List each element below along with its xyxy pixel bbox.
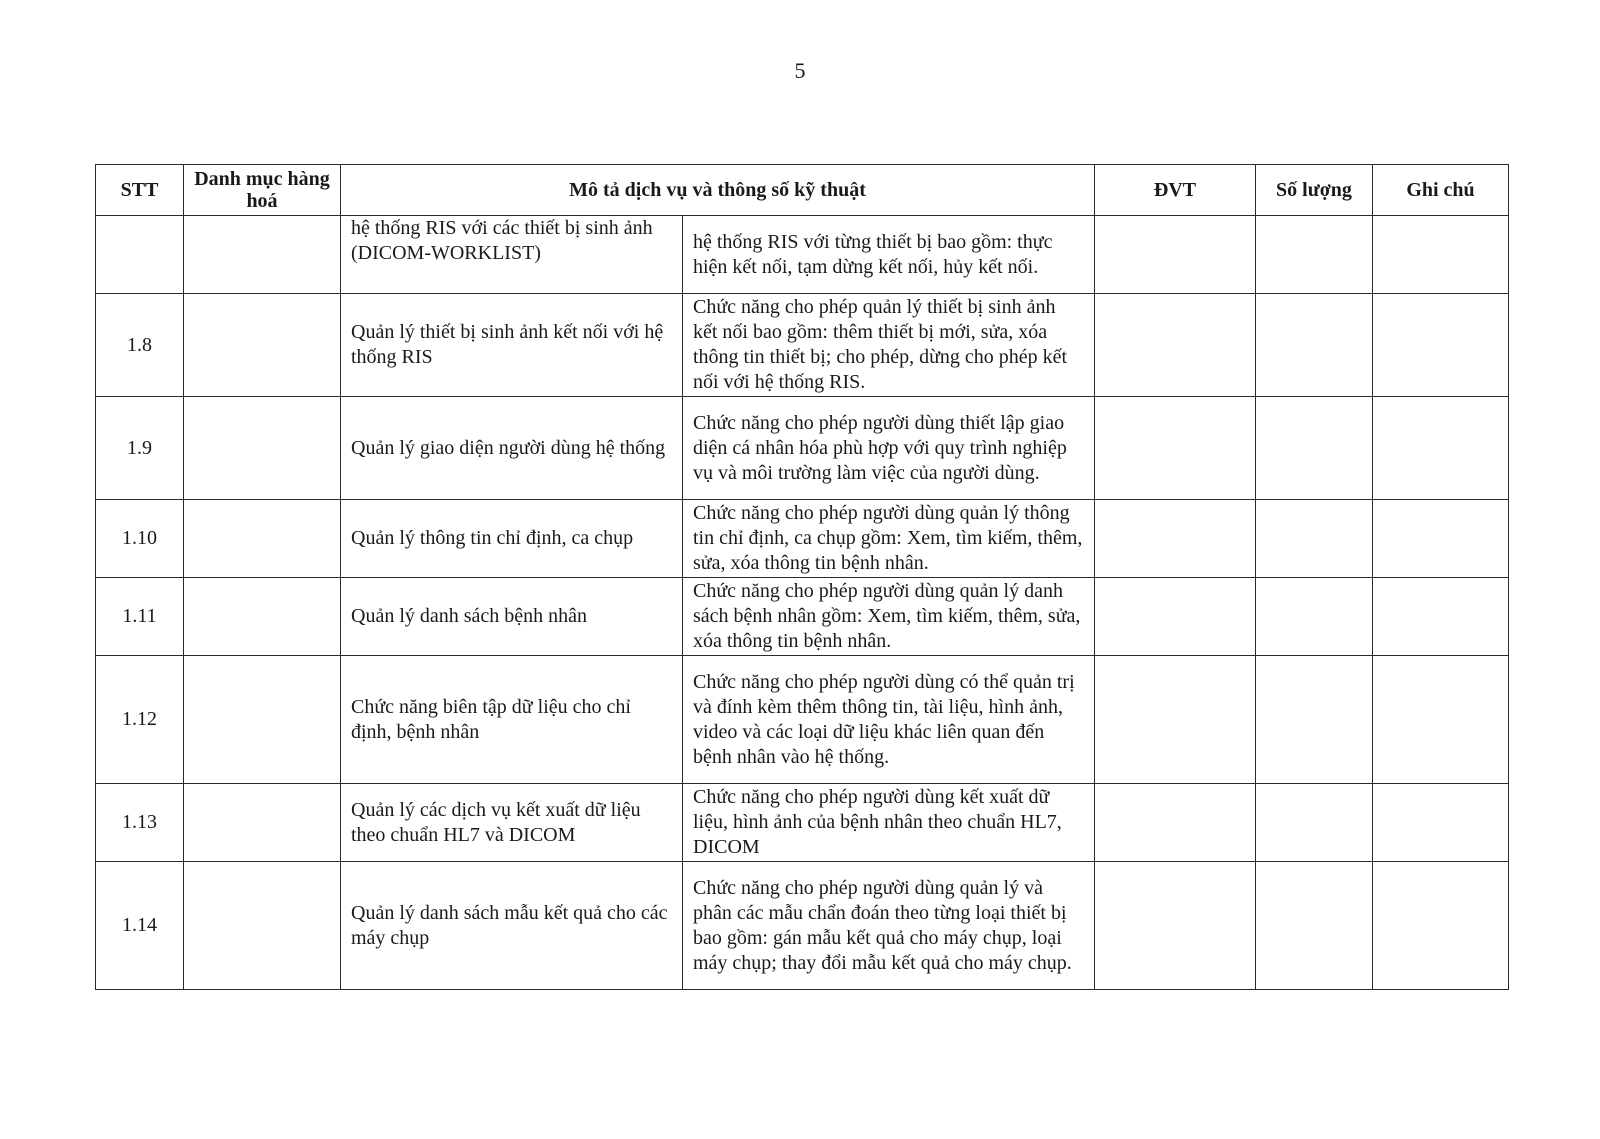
table-row (96, 578, 1509, 656)
row-stt: 1.8 (96, 294, 184, 397)
row-spec: Chức năng cho phép người dùng kết xuất dữ liệu, hình ảnh của bệnh nhân theo chuẩn HL7, DICOM (683, 784, 1095, 862)
header-note: Ghi chú (1373, 165, 1509, 216)
row-unit (1095, 862, 1256, 990)
row-quantity (1256, 578, 1373, 656)
row-spec: hệ thống RIS với từng thiết bị bao gồm: thực hiện kết nối, tạm dừng kết nối, hủy kết nối. (683, 216, 1095, 294)
row-note (1373, 397, 1509, 500)
row-name: Quản lý thông tin chỉ định, ca chụp (341, 500, 683, 578)
row-quantity (1256, 656, 1373, 784)
row-quantity (1256, 294, 1373, 397)
row-stt: 1.14 (96, 862, 184, 990)
table-row (96, 216, 1509, 294)
table-row (96, 862, 1509, 990)
row-stt: 1.9 (96, 397, 184, 500)
row-spec: Chức năng cho phép người dùng quản lý thông tin chỉ định, ca chụp gồm: Xem, tìm kiếm, thêm, sửa, xóa thông tin bệnh nhân. (683, 500, 1095, 578)
row-spec: Chức năng cho phép người dùng quản lý và phân các mẫu chẩn đoán theo từng loại thiết bị bao gồm: gán mẫu kết quả cho máy chụp, loại máy chụp; thay đổi mẫu kết quả cho máy chụp. (683, 862, 1095, 990)
row-unit (1095, 294, 1256, 397)
row-name: hệ thống RIS với các thiết bị sinh ảnh (DICOM-WORKLIST) (341, 216, 683, 294)
row-stt: 1.12 (96, 656, 184, 784)
row-stt: 1.11 (96, 578, 184, 656)
row-spec: Chức năng cho phép người dùng có thể quản trị và đính kèm thêm thông tin, tài liệu, hình ảnh, video và các loại dữ liệu khác liên quan đến bệnh nhân vào hệ thống. (683, 656, 1095, 784)
row-category (184, 397, 341, 500)
row-name: Quản lý danh sách mẫu kết quả cho các máy chụp (341, 862, 683, 990)
row-category (184, 500, 341, 578)
row-quantity (1256, 500, 1373, 578)
row-category (184, 862, 341, 990)
specification-table (95, 164, 1509, 990)
row-unit (1095, 216, 1256, 294)
row-quantity (1256, 216, 1373, 294)
row-name: Quản lý danh sách bệnh nhân (341, 578, 683, 656)
table-header-row (96, 165, 1509, 216)
row-note (1373, 216, 1509, 294)
row-note (1373, 578, 1509, 656)
row-spec: Chức năng cho phép người dùng quản lý danh sách bệnh nhân gồm: Xem, tìm kiếm, thêm, sửa, xóa thông tin bệnh nhân. (683, 578, 1095, 656)
table-row (96, 656, 1509, 784)
row-quantity (1256, 397, 1373, 500)
header-description: Mô tả dịch vụ và thông số kỹ thuật (341, 165, 1095, 216)
table-row (96, 500, 1509, 578)
row-name: Quản lý giao diện người dùng hệ thống (341, 397, 683, 500)
row-name: Quản lý các dịch vụ kết xuất dữ liệu theo chuẩn HL7 và DICOM (341, 784, 683, 862)
row-note (1373, 784, 1509, 862)
row-category (184, 294, 341, 397)
row-category (184, 784, 341, 862)
header-unit: ĐVT (1095, 165, 1256, 216)
row-name: Chức năng biên tập dữ liệu cho chỉ định, bệnh nhân (341, 656, 683, 784)
row-name: Quản lý thiết bị sinh ảnh kết nối với hệ thống RIS (341, 294, 683, 397)
row-spec: Chức năng cho phép quản lý thiết bị sinh ảnh kết nối bao gồm: thêm thiết bị mới, sửa, xóa thông tin thiết bị; cho phép, dừng cho phép kết nối với hệ thống RIS. (683, 294, 1095, 397)
row-note (1373, 656, 1509, 784)
header-stt: STT (96, 165, 184, 216)
row-quantity (1256, 862, 1373, 990)
row-unit (1095, 784, 1256, 862)
row-quantity (1256, 784, 1373, 862)
row-category (184, 656, 341, 784)
table-row (96, 397, 1509, 500)
page-number: 5 (794, 58, 806, 83)
row-note (1373, 294, 1509, 397)
row-unit (1095, 397, 1256, 500)
row-unit (1095, 578, 1256, 656)
row-stt (96, 216, 184, 294)
header-quantity: Số lượng (1256, 165, 1373, 216)
row-category (184, 216, 341, 294)
row-stt: 1.10 (96, 500, 184, 578)
row-spec: Chức năng cho phép người dùng thiết lập giao diện cá nhân hóa phù hợp với quy trình nghiệp vụ và môi trường làm việc của người dùng. (683, 397, 1095, 500)
row-unit (1095, 656, 1256, 784)
row-category (184, 578, 341, 656)
header-category: Danh mục hàng hoá (184, 165, 341, 216)
row-note (1373, 500, 1509, 578)
table-row (96, 294, 1509, 397)
row-stt: 1.13 (96, 784, 184, 862)
table-row (96, 784, 1509, 862)
row-unit (1095, 500, 1256, 578)
row-note (1373, 862, 1509, 990)
